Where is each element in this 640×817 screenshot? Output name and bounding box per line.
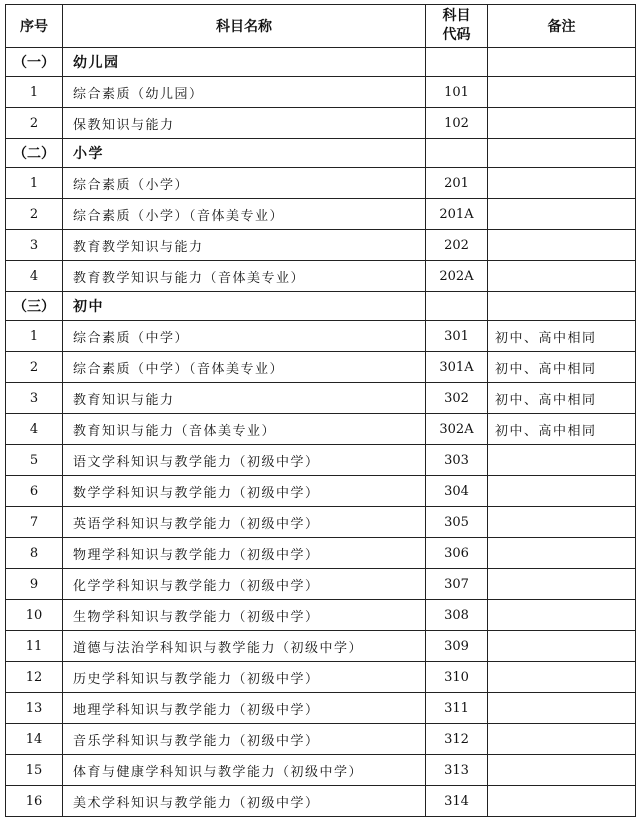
cell-no: 9 (6, 569, 63, 600)
cell-code: 307 (426, 569, 488, 600)
cell-name: 小学 (63, 139, 426, 168)
header-code-line1: 科目 (442, 8, 471, 24)
cell-no: 5 (6, 445, 63, 476)
table-row (6, 199, 636, 230)
cell-name: 幼儿园 (63, 48, 426, 77)
cell-name: 教育知识与能力 (63, 383, 426, 414)
cell-no: 3 (6, 230, 63, 261)
table-row (6, 445, 636, 476)
section-row (6, 48, 636, 77)
cell-code: 302A (426, 414, 488, 445)
cell-code (426, 139, 488, 168)
cell-name: 教育知识与能力（音体美专业） (63, 414, 426, 445)
cell-note (488, 108, 636, 139)
cell-note (488, 139, 636, 168)
table-row (6, 352, 636, 383)
cell-note (488, 724, 636, 755)
table-body (6, 48, 636, 817)
cell-note (488, 693, 636, 724)
cell-note: 初中、高中相同 (488, 352, 636, 383)
cell-no: 6 (6, 476, 63, 507)
cell-note (488, 230, 636, 261)
cell-no: 3 (6, 383, 63, 414)
cell-name: 综合素质（小学） (63, 168, 426, 199)
cell-note (488, 507, 636, 538)
table-row (6, 383, 636, 414)
table-row (6, 724, 636, 755)
cell-name: 综合素质（中学）（音体美专业） (63, 352, 426, 383)
cell-no: 15 (6, 755, 63, 786)
cell-code: 311 (426, 693, 488, 724)
cell-note: 初中、高中相同 (488, 383, 636, 414)
header-name: 科目名称 (63, 5, 426, 48)
cell-code: 314 (426, 786, 488, 817)
cell-name: 历史学科知识与教学能力（初级中学） (63, 662, 426, 693)
cell-no: （二） (6, 139, 63, 168)
cell-name: 语文学科知识与教学能力（初级中学） (63, 445, 426, 476)
cell-name: 化学学科知识与教学能力（初级中学） (63, 569, 426, 600)
table-row (6, 230, 636, 261)
cell-no: （三） (6, 292, 63, 321)
table-row (6, 108, 636, 139)
cell-name: 保教知识与能力 (63, 108, 426, 139)
table-row (6, 261, 636, 292)
cell-no: 1 (6, 77, 63, 108)
cell-code: 201 (426, 168, 488, 199)
cell-note (488, 292, 636, 321)
cell-name: 音乐学科知识与教学能力（初级中学） (63, 724, 426, 755)
cell-name: 物理学科知识与教学能力（初级中学） (63, 538, 426, 569)
cell-name: 综合素质（中学） (63, 321, 426, 352)
table-row (6, 755, 636, 786)
cell-note (488, 48, 636, 77)
section-row (6, 139, 636, 168)
cell-code: 306 (426, 538, 488, 569)
table-row (6, 600, 636, 631)
cell-code: 102 (426, 108, 488, 139)
cell-name: 教育教学知识与能力（音体美专业） (63, 261, 426, 292)
cell-name: 初中 (63, 292, 426, 321)
table-row (6, 538, 636, 569)
subject-table (5, 4, 636, 817)
cell-name: 美术学科知识与教学能力（初级中学） (63, 786, 426, 817)
cell-no: 8 (6, 538, 63, 569)
cell-note (488, 662, 636, 693)
cell-no: 7 (6, 507, 63, 538)
cell-name: 教育教学知识与能力 (63, 230, 426, 261)
cell-note: 初中、高中相同 (488, 321, 636, 352)
cell-note (488, 569, 636, 600)
cell-code: 308 (426, 600, 488, 631)
table-row (6, 77, 636, 108)
cell-name: 数学学科知识与教学能力（初级中学） (63, 476, 426, 507)
cell-code: 101 (426, 77, 488, 108)
cell-note (488, 261, 636, 292)
cell-note (488, 786, 636, 817)
cell-note (488, 77, 636, 108)
cell-code: 303 (426, 445, 488, 476)
cell-note (488, 600, 636, 631)
cell-no: 10 (6, 600, 63, 631)
cell-code: 202 (426, 230, 488, 261)
header-note: 备注 (488, 5, 636, 48)
table-row (6, 786, 636, 817)
cell-note (488, 755, 636, 786)
header-code (426, 5, 488, 48)
cell-no: 1 (6, 168, 63, 199)
header-no: 序号 (6, 5, 63, 48)
cell-code: 304 (426, 476, 488, 507)
cell-code: 201A (426, 199, 488, 230)
section-row (6, 292, 636, 321)
cell-note (488, 476, 636, 507)
cell-no: 4 (6, 414, 63, 445)
cell-code: 312 (426, 724, 488, 755)
cell-no: 12 (6, 662, 63, 693)
cell-name: 生物学科知识与教学能力（初级中学） (63, 600, 426, 631)
cell-no: 1 (6, 321, 63, 352)
cell-no: 14 (6, 724, 63, 755)
cell-code (426, 48, 488, 77)
cell-code: 302 (426, 383, 488, 414)
cell-code: 313 (426, 755, 488, 786)
cell-no: 2 (6, 352, 63, 383)
cell-no: 4 (6, 261, 63, 292)
table-row (6, 414, 636, 445)
table-row (6, 168, 636, 199)
cell-note: 初中、高中相同 (488, 414, 636, 445)
cell-name: 英语学科知识与教学能力（初级中学） (63, 507, 426, 538)
cell-code: 301 (426, 321, 488, 352)
cell-no: 16 (6, 786, 63, 817)
table-row (6, 662, 636, 693)
cell-no: 11 (6, 631, 63, 662)
cell-no: （一） (6, 48, 63, 77)
table-row (6, 507, 636, 538)
table-row (6, 631, 636, 662)
cell-no: 2 (6, 199, 63, 230)
cell-name: 道德与法治学科知识与教学能力（初级中学） (63, 631, 426, 662)
cell-name: 综合素质（小学）（音体美专业） (63, 199, 426, 230)
table-row (6, 321, 636, 352)
cell-no: 2 (6, 108, 63, 139)
table-row (6, 476, 636, 507)
header-row (6, 5, 636, 48)
cell-note (488, 538, 636, 569)
cell-code: 309 (426, 631, 488, 662)
cell-name: 综合素质（幼儿园） (63, 77, 426, 108)
table-row (6, 569, 636, 600)
cell-name: 地理学科知识与教学能力（初级中学） (63, 693, 426, 724)
cell-code (426, 292, 488, 321)
cell-note (488, 631, 636, 662)
cell-note (488, 445, 636, 476)
cell-note (488, 199, 636, 230)
cell-code: 202A (426, 261, 488, 292)
cell-no: 13 (6, 693, 63, 724)
header-code-line2: 代码 (442, 27, 471, 43)
cell-code: 310 (426, 662, 488, 693)
cell-code: 301A (426, 352, 488, 383)
table-row (6, 693, 636, 724)
cell-code: 305 (426, 507, 488, 538)
cell-name: 体育与健康学科知识与教学能力（初级中学） (63, 755, 426, 786)
cell-note (488, 168, 636, 199)
